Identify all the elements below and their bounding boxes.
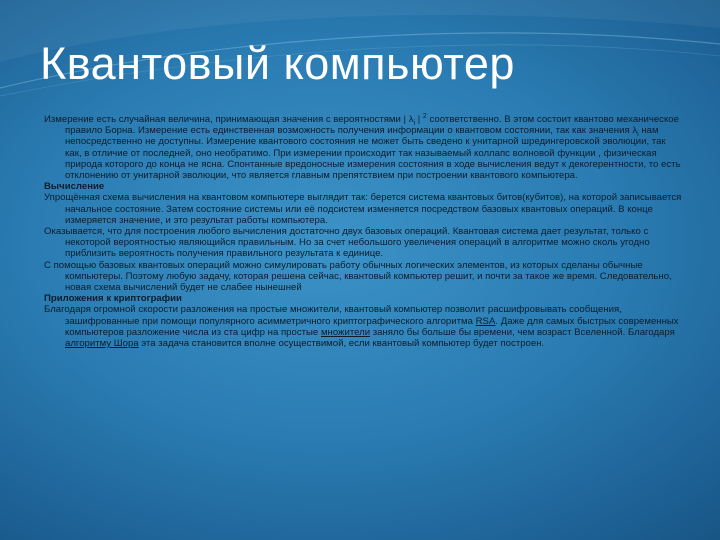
- paragraph-cryptography: Благодаря огромной скорости разложения на простые множители, квантовый компьютер позволит расшифровывать сообщения, зашифрованные при помощи популярного асимметричного криптографического алгоритма RSA. Даже для самых быстрых современных компьютеров разложение числа из ста цифр на простые множители заняло бы больше бы времени, чем возраст Вселенной. Благодаря алгоритму Шора эта задача становится вполне осуществимой, если квантовый компьютер будет построен.: [44, 304, 679, 350]
- heading-cryptography: Приложения к криптографии: [44, 293, 182, 305]
- slide-title: Квантовый компьютер: [40, 38, 515, 89]
- paragraph-base-operations: Оказывается, что для построения любого вычисления достаточно двух базовых операций. Квантовая система дает результат, только с некоторой вероятностью являющийся правильным. Но за счет небольшого увеличения операций в алгоритме можно сколь угодно приблизить вероятность получения правильного результата к единице.: [44, 226, 650, 260]
- paragraph-simulation: С помощью базовых квантовых операций можно симулировать работу обычных логических элементов, из которых сделаны обычные компьютеры. Поэтому любую задачу, которая решена сейчас, квантовый компьютер решит, и почти за такое же время. Следовательно, новая схема вычислений будет не слабее нынешней: [44, 259, 672, 294]
- link-shor-algorithm[interactable]: алгоритму Шора: [65, 338, 139, 350]
- link-factors[interactable]: множители: [320, 326, 371, 338]
- link-rsa[interactable]: RSA: [475, 315, 496, 327]
- content-body: [44, 114, 684, 349]
- paragraph-scheme: Упрощённая схема вычисления на квантовом компьютере выглядит так: берется система квантовых битов(кубитов), на которой записывается начальное состояние. Затем состояние системы или её подсистем изменяется посредством базовых квантовых операций. В конце измеряется значение, и это результат работы компьютера.: [44, 192, 682, 226]
- heading-computation: Вычисление: [44, 181, 105, 193]
- paragraph-measurement: Измерение есть случайная величина, принимающая значения с вероятностями | $\lambda_i$ | $^2$ соответственно. В этом состоит квантово механическое правило Борна. Измерение есть единственная возможность получения информации о квантовом состоянии, так как значения $\lambda_i$ нам непосредственно не доступны. Измерение квантового состояния не может быть сведено к унитарной шредингеровской эволюции, так как, в отличие от последней, оно необратимо. При измерении происходит так называемый коллапс волновой функции , физическая природа которого до конца не ясна. Спонтанные вредоносные измерения состояния в ходе вычисления ведут к декогерентности, то есть отклонению от унитарной эволюции, что является главным препятствием при построении квантового компьютера.: [44, 112, 681, 182]
